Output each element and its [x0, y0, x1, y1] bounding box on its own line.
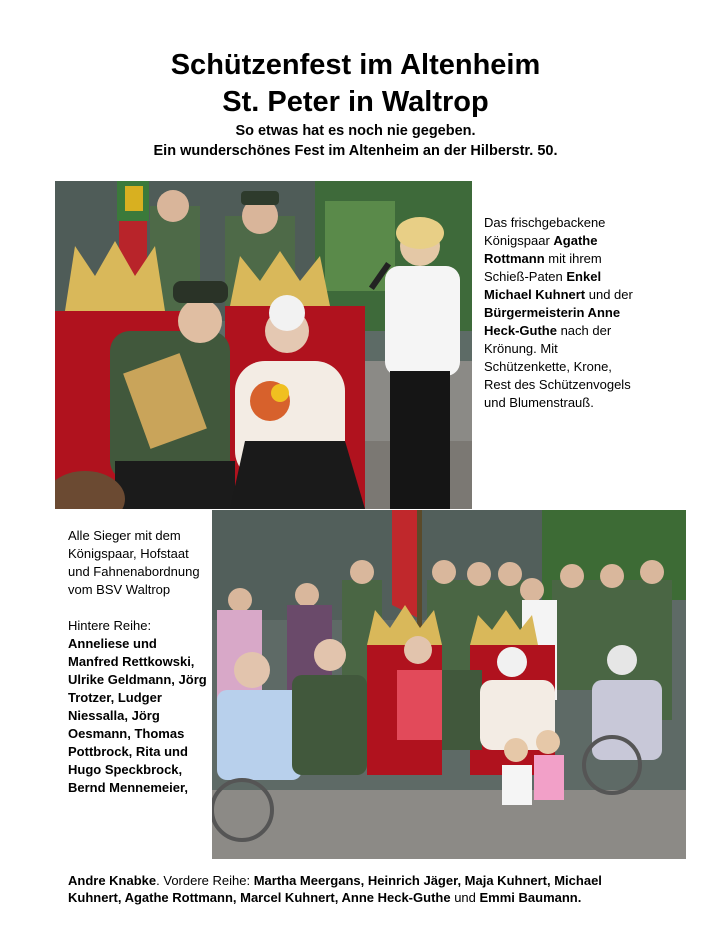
caption-run: und — [450, 890, 480, 905]
caption-run: Emmi Baumann. — [479, 890, 582, 905]
caption-run: Das frischgebackene Königspaar — [484, 215, 606, 248]
coronation-photo — [55, 181, 472, 509]
group-photo — [212, 510, 686, 859]
caption-run: Andre Knabke — [68, 873, 157, 888]
caption-run: nach der Krönung. Mit Schützenkette, Krone, Rest des Schützenvogels und Blumenstrauß. — [484, 323, 631, 410]
page-title-line-1: Schützenfest im Altenheim — [170, 49, 541, 81]
caption-run: Bürgermeisterin Anne Heck-Guthe — [484, 305, 621, 338]
caption-run: . Vordere Reihe: — [156, 873, 254, 888]
subtitle-line-2: Ein wunderschönes Fest im Altenheim an der Hilberstr. 50. — [153, 143, 558, 159]
page-title-line-2: St. Peter in Waltrop — [222, 86, 489, 118]
caption-run: und der — [585, 287, 633, 302]
group-caption-intro: Alle Sieger mit dem Königspaar, Hofstaat und Fahnenabordnung vom BSV Waltrop — [68, 528, 200, 597]
caption-run: Agathe Rottmann — [484, 233, 598, 266]
bottom-caption — [68, 872, 628, 906]
caption-run: mit ihrem Schieß-Paten — [484, 251, 602, 284]
group-caption-row-label: Hintere Reihe: — [68, 618, 152, 633]
group-caption — [68, 527, 210, 797]
coronation-caption — [484, 214, 634, 412]
caption-run: Enkel Michael Kuhnert — [484, 269, 602, 302]
group-caption-back-row: Anneliese und Manfred Rettkowski, Ulrike Geldmann, Jörg Trotzer, Ludger Niessalla, Jörg Oesmann, Thomas Pottbrock, Rita und Hugo Speckbrock, Bernd Mennemeier, — [68, 636, 207, 795]
caption-run: Martha Meergans, Heinrich Jäger, Maja Kuhnert, Michael Kuhnert, Agathe Rottmann, Marcel Kuhnert, Anne Heck-Guthe — [68, 873, 602, 905]
subtitle-line-1: So etwas hat es noch nie gegeben. — [235, 123, 476, 139]
